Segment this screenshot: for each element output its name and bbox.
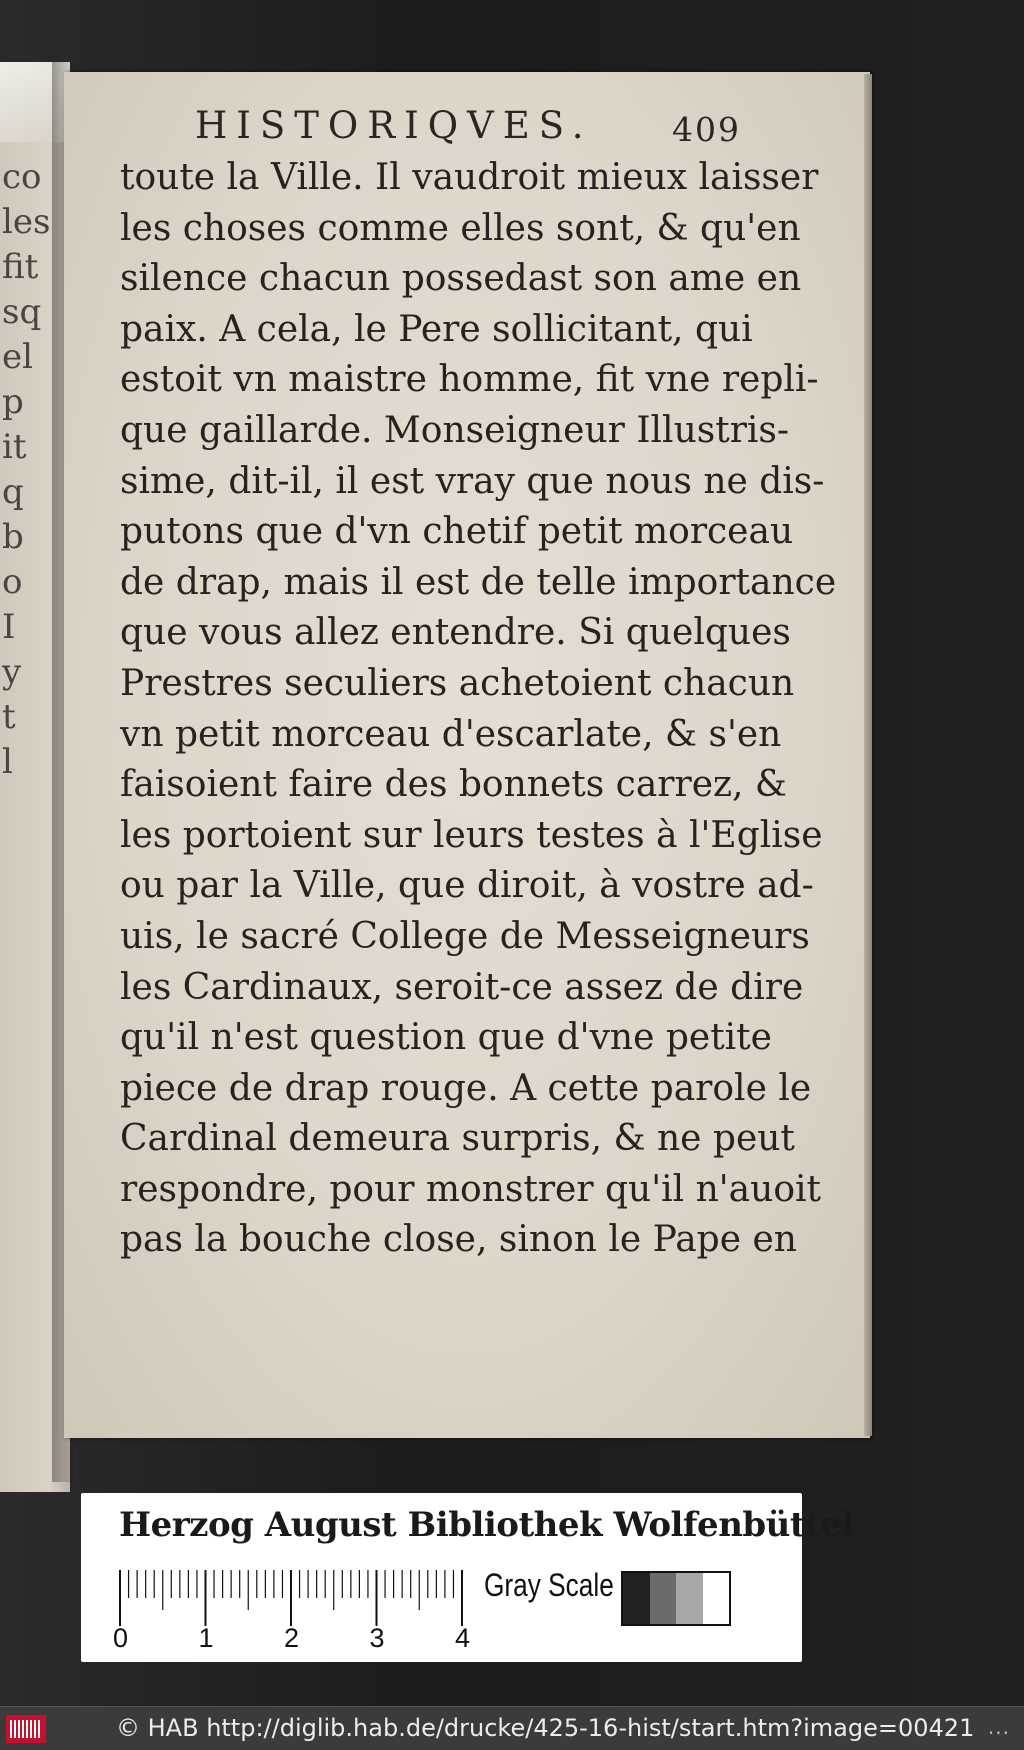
- text-line: Cardinal demeura surpris, & ne peut: [120, 1118, 795, 1160]
- left-page-fragment: y: [2, 652, 22, 692]
- gray-swatch: [623, 1573, 650, 1624]
- left-page-fragment: it: [2, 427, 27, 467]
- text-line: les portoient sur leurs testes à l'Eglise: [120, 814, 823, 856]
- text-line: ou par la Ville, que diroit, à vostre ad-: [120, 865, 814, 907]
- text-line: qu'il n'est question que d'vne petite: [120, 1017, 772, 1059]
- library-name: Herzog August Bibliothek Wolfenbüttel: [119, 1505, 854, 1545]
- left-page-fragment: b: [2, 517, 24, 557]
- left-page-fragment: o: [2, 562, 23, 602]
- gray-scale-label: Gray Scale: [484, 1567, 614, 1603]
- left-page-fragment: t: [2, 697, 16, 737]
- text-line: les Cardinaux, seroit-ce assez de dire: [120, 966, 804, 1008]
- text-line: Prestres seculiers achetoient chacun: [120, 662, 795, 704]
- scale-ruler: [119, 1568, 465, 1628]
- gray-swatch: [650, 1573, 677, 1624]
- ruler-label: 2: [284, 1623, 300, 1653]
- left-page-fragment: sq: [2, 292, 42, 332]
- left-page-fragment: el: [2, 337, 33, 377]
- ruler-label: 4: [455, 1623, 471, 1653]
- footer-credit-link[interactable]: © HAB http://diglib.hab.de/drucke/425-16-hist/start.htm?image=00421: [116, 1714, 975, 1742]
- running-head: HISTORIQVES.: [195, 104, 593, 147]
- left-page-fragment: l: [2, 742, 13, 782]
- ruler-label: 0: [113, 1623, 129, 1653]
- left-page-fragment: co: [2, 157, 42, 197]
- left-page-fragment: fit: [2, 247, 39, 287]
- text-line: toute la Ville. Il vaudroit mieux laisser: [120, 157, 819, 198]
- text-line: vn petit morceau d'escarlate, & s'en: [120, 713, 782, 755]
- text-line: sime, dit-il, il est vray que nous ne dis-: [120, 460, 825, 502]
- footer-bar: [0, 1706, 1024, 1750]
- ruler-label: 3: [369, 1623, 385, 1653]
- text-line: que gaillarde. Monseigneur Illustris-: [120, 409, 790, 451]
- left-page-fragment: I: [2, 607, 16, 647]
- text-line: les choses comme elles sont, & qu'en: [120, 207, 801, 249]
- gray-swatch: [703, 1573, 730, 1624]
- text-line: paix. A cela, le Pere sollicitant, qui: [120, 308, 753, 350]
- more-options-icon[interactable]: ...: [987, 1715, 1010, 1739]
- text-line: faisoient faire des bonnets carrez, &: [120, 764, 787, 806]
- text-line: uis, le sacré College de Messeigneurs: [120, 915, 810, 957]
- ruler-label: 1: [198, 1623, 214, 1653]
- text-line: putons que d'vn chetif petit morceau: [120, 511, 794, 553]
- page-text-block: [120, 153, 837, 1266]
- text-line: pas la bouche close, sinon le Pape en: [120, 1219, 797, 1261]
- text-line: respondre, pour monstrer qu'il n'auoit: [120, 1168, 821, 1210]
- gray-swatch: [676, 1573, 703, 1624]
- text-line: estoit vn maistre homme, fit vne repli-: [120, 359, 819, 401]
- hab-logo-icon: [6, 1715, 46, 1743]
- library-color-card: [81, 1493, 854, 1662]
- left-page-fragment: les: [2, 202, 51, 242]
- text-line: que vous allez entendre. Si quelques: [120, 612, 791, 654]
- text-line: piece de drap rouge. A cette parole le: [120, 1067, 812, 1109]
- text-line: silence chacun possedast son ame en: [120, 258, 802, 300]
- text-line: de drap, mais il est de telle importance: [120, 561, 837, 603]
- page-edge: [864, 74, 872, 1436]
- gray-scale-swatch: [621, 1571, 731, 1626]
- page-number: 409: [672, 110, 741, 149]
- left-page-fragment: q: [2, 472, 24, 512]
- left-page-fragment: p: [2, 382, 24, 422]
